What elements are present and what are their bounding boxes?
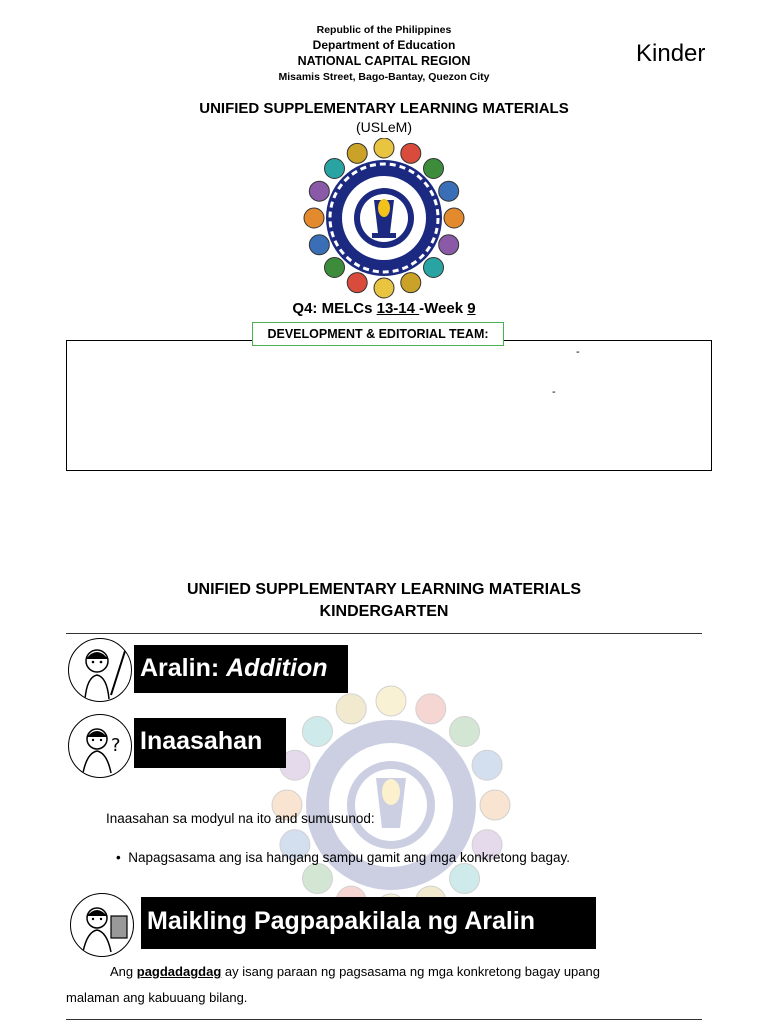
p-ang: Ang	[110, 964, 137, 979]
grade-label: Kinder	[636, 40, 706, 67]
team-dash-2: -	[552, 386, 556, 398]
student-reading-icon	[70, 893, 134, 957]
seal-badge-icon	[325, 159, 345, 179]
q4-mid: -Week	[419, 300, 468, 317]
intro-paragraph	[110, 964, 600, 979]
cover-acronym: (USLeM)	[355, 119, 412, 135]
intro-paragraph-line2: malaman ang kabuuang bilang.	[66, 990, 248, 1005]
watermark-badge-icon	[416, 694, 446, 724]
student-question-icon	[68, 714, 132, 778]
p-rest: ay isang paraan ng pagsasama ng mga konkretong bagay upang	[221, 964, 600, 979]
seal-badge-icon	[401, 273, 421, 293]
watermark-badge-icon	[450, 716, 480, 746]
aralin-banner	[134, 645, 348, 693]
seal-badge-icon	[309, 235, 329, 255]
seal-badge-icon	[444, 208, 464, 228]
seal-badge-icon	[401, 143, 421, 163]
divider	[66, 633, 702, 634]
seal-badge-icon	[347, 273, 367, 293]
watermark-seal-icon	[256, 680, 526, 930]
watermark-badge-icon	[472, 750, 502, 780]
watermark-badge-icon	[336, 694, 366, 724]
bottom-divider	[66, 1019, 702, 1020]
watermark-badge-icon	[302, 864, 332, 894]
seal-badge-icon	[374, 278, 394, 298]
seal-badge-icon	[423, 257, 443, 277]
editorial-team-box	[66, 340, 712, 471]
team-dash-1: -	[576, 346, 580, 358]
watermark-badge-icon	[376, 686, 406, 716]
objective-list-item	[116, 850, 570, 865]
lesson-title: UNIFIED SUPPLEMENTARY LEARNING MATERIALS	[186, 581, 582, 598]
department-text: Department of Education	[312, 38, 456, 52]
seal-badge-icon	[439, 181, 459, 201]
aralin-prefix: Aralin:	[140, 654, 227, 682]
q4-prefix: Q4: MELCs	[292, 300, 377, 317]
deped-ncr-seal-icon	[294, 138, 474, 300]
seal-badge-icon	[347, 143, 367, 163]
cover-title: UNIFIED SUPPLEMENTARY LEARNING MATERIALS	[199, 100, 569, 117]
watermark-badge-icon	[302, 716, 332, 746]
inaasahan-banner: Inaasahan	[134, 718, 286, 768]
student-writing-icon	[68, 638, 132, 702]
svg-text:?: ?	[111, 735, 121, 756]
objective-text: Napagsasama ang isa hangang sampu gamit ang mga konkretong bagay.	[128, 850, 571, 865]
seal-badge-icon	[309, 181, 329, 201]
editorial-team-label: DEVELOPMENT & EDITORIAL TEAM:	[252, 322, 504, 346]
republic-text: Republic of the Philippines	[316, 24, 452, 36]
watermark-badge-icon	[480, 790, 510, 820]
seal-badge-icon	[325, 257, 345, 277]
region-text: NATIONAL CAPITAL REGION	[297, 54, 471, 68]
address-text: Misamis Street, Bago-Bantay, Quezon City	[278, 71, 490, 83]
bullet-icon: •	[116, 850, 121, 865]
seal-badge-icon	[423, 159, 443, 179]
seal-badge-icon	[304, 208, 324, 228]
q4-week: 9	[467, 300, 476, 317]
q4-melcs: 13-14	[376, 300, 420, 317]
lesson-subtitle: KINDERGARTEN	[319, 603, 449, 620]
aralin-topic: Addition	[226, 654, 328, 682]
seal-badge-icon	[439, 235, 459, 255]
keyword-pagdadagdag: pagdadagdag	[136, 964, 222, 979]
maikling-banner: Maikling Pagpapakilala ng Aralin	[141, 897, 596, 949]
seal-badge-icon	[374, 138, 394, 158]
watermark-badge-icon	[450, 864, 480, 894]
q4-melcs-line	[0, 300, 768, 317]
inaasahan-intro: Inaasahan sa modyul na ito and sumusunod:	[106, 811, 375, 826]
